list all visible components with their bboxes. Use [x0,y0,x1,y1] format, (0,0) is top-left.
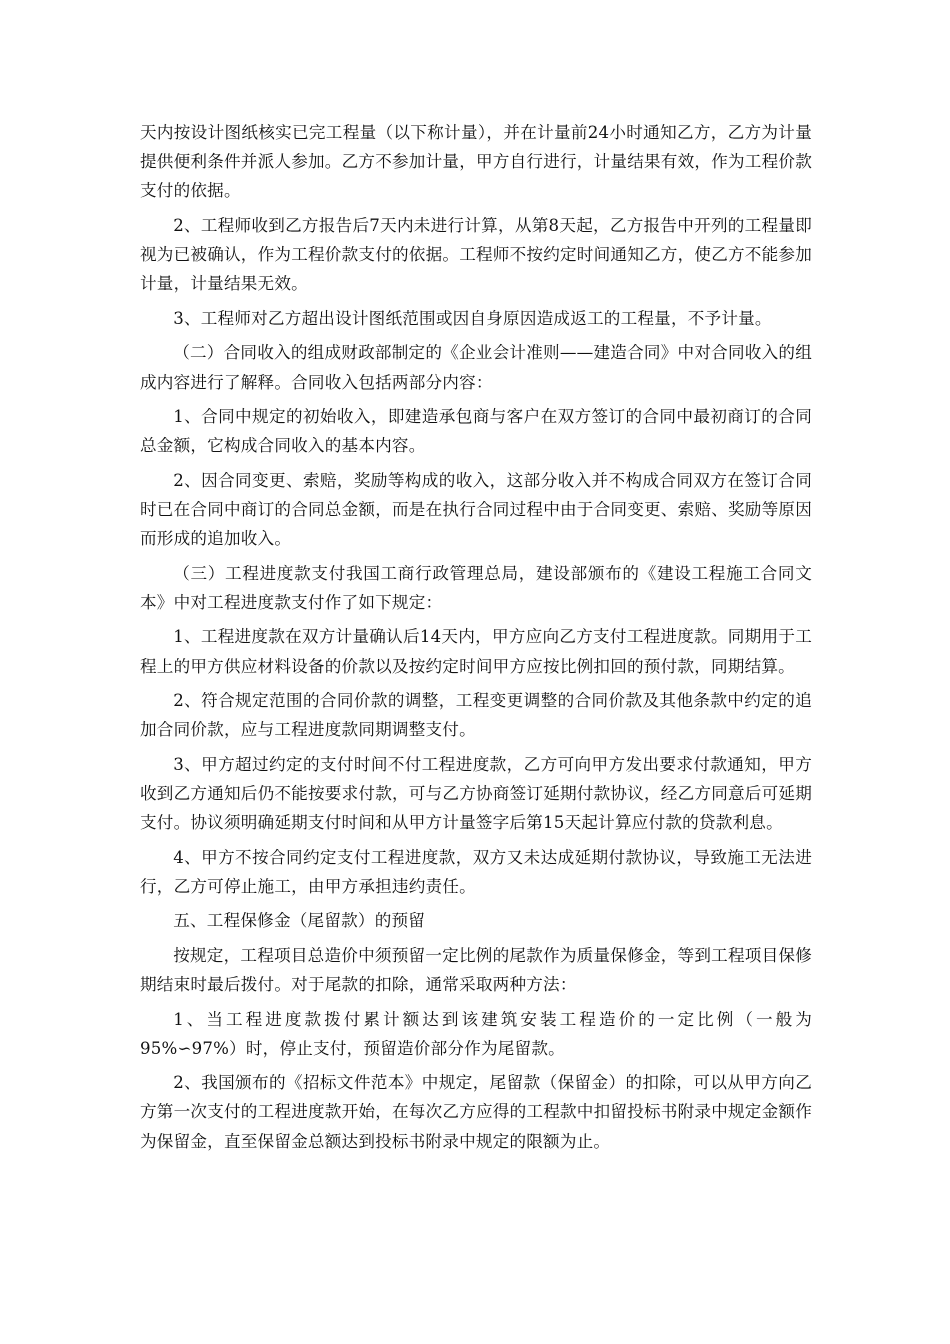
paragraph-8: 1、工程进度款在双方计量确认后14天内，甲方应向乙方支付工程进度款。同期用于工程上的甲方供应材料设备的价款以及按约定时间甲方应按比例扣回的预付款，同期结算。 [140,627,812,676]
paragraph-6: 2、因合同变更、索赔，奖励等构成的收入，这部分收入并不构成合同双方在签订合同时已在合同中商订的合同总金额，而是在执行合同过程中由于合同变更、索赔、奖励等原因而形成的追加收入。 [140,470,812,549]
paragraph-1: 天内按设计图纸核实已完工程量（以下称计量），并在计量前24小时通知乙方，乙方为计量提供便利条件并派人参加。乙方不参加计量，甲方自行进行，计量结果有效，作为工程价款支付的依据。 [140,123,812,201]
paragraph-2: 2、工程师收到乙方报告后7天内未进行计算，从第8天起，乙方报告中开列的工程量即视为已被确认，作为工程价款支付的依据。工程师不按约定时间通知乙方，使乙方不能参加计量，计量结果无效。 [140,215,812,294]
paragraph-13: 按规定，工程项目总造价中须预留一定比例的尾款作为质量保修金，等到工程项目保修期结束时最后拨付。对于尾款的扣除，通常采取两种方法： [140,945,812,995]
paragraph-14: 1、当工程进度款拨付累计额达到该建筑安装工程造价的一定比例（一般为95%∽97%）时，停止支付，预留造价部分作为尾留款。 [140,1009,812,1058]
document-body [140,118,812,1161]
paragraph-4: （二）合同收入的组成财政部制定的《企业会计准则——建造合同》中对合同收入的组成内容进行了解释。合同收入包括两部分内容： [140,343,812,392]
paragraph-5: 1、合同中规定的初始收入，即建造承包商与客户在双方签订的合同中最初商订的合同总金额，它构成合同收入的基本内容。 [140,407,812,456]
paragraph-10: 3、甲方超过约定的支付时间不付工程进度款，乙方可向甲方发出要求付款通知，甲方收到乙方通知后仍不能按要求付款，可与乙方协商签订延期付款协议，经乙方同意后可延期支付。协议须明确延期支付时间和从甲方计量签字后第15天起计算应付款的贷款利息。 [140,754,812,833]
paragraph-9: 2、符合规定范围的合同价款的调整，工程变更调整的合同价款及其他条款中约定的追加合同价款，应与工程进度款同期调整支付。 [140,691,812,740]
paragraph-7: （三）工程进度款支付我国工商行政管理总局，建设部颁布的《建设工程施工合同文本》中对工程进度款支付作了如下规定： [140,563,812,612]
section-heading: 五、工程保修金（尾留款）的预留 [173,911,426,931]
paragraph-3: 3、工程师对乙方超出设计图纸范围或因自身原因造成返工的工程量，不予计量。 [173,308,772,328]
paragraph-15: 2、我国颁布的《招标文件范本》中规定，尾留款（保留金）的扣除，可以从甲方向乙方第一次支付的工程进度款开始，在每次乙方应得的工程款中扣留投标书附录中规定金额作为保留金，直至保留金总额达到投标书附录中规定的限额为止。 [140,1073,812,1151]
paragraph-11: 4、甲方不按合同约定支付工程进度款，双方又未达成延期付款协议，导致施工无法进行，乙方可停止施工，由甲方承担违约责任。 [140,847,812,896]
